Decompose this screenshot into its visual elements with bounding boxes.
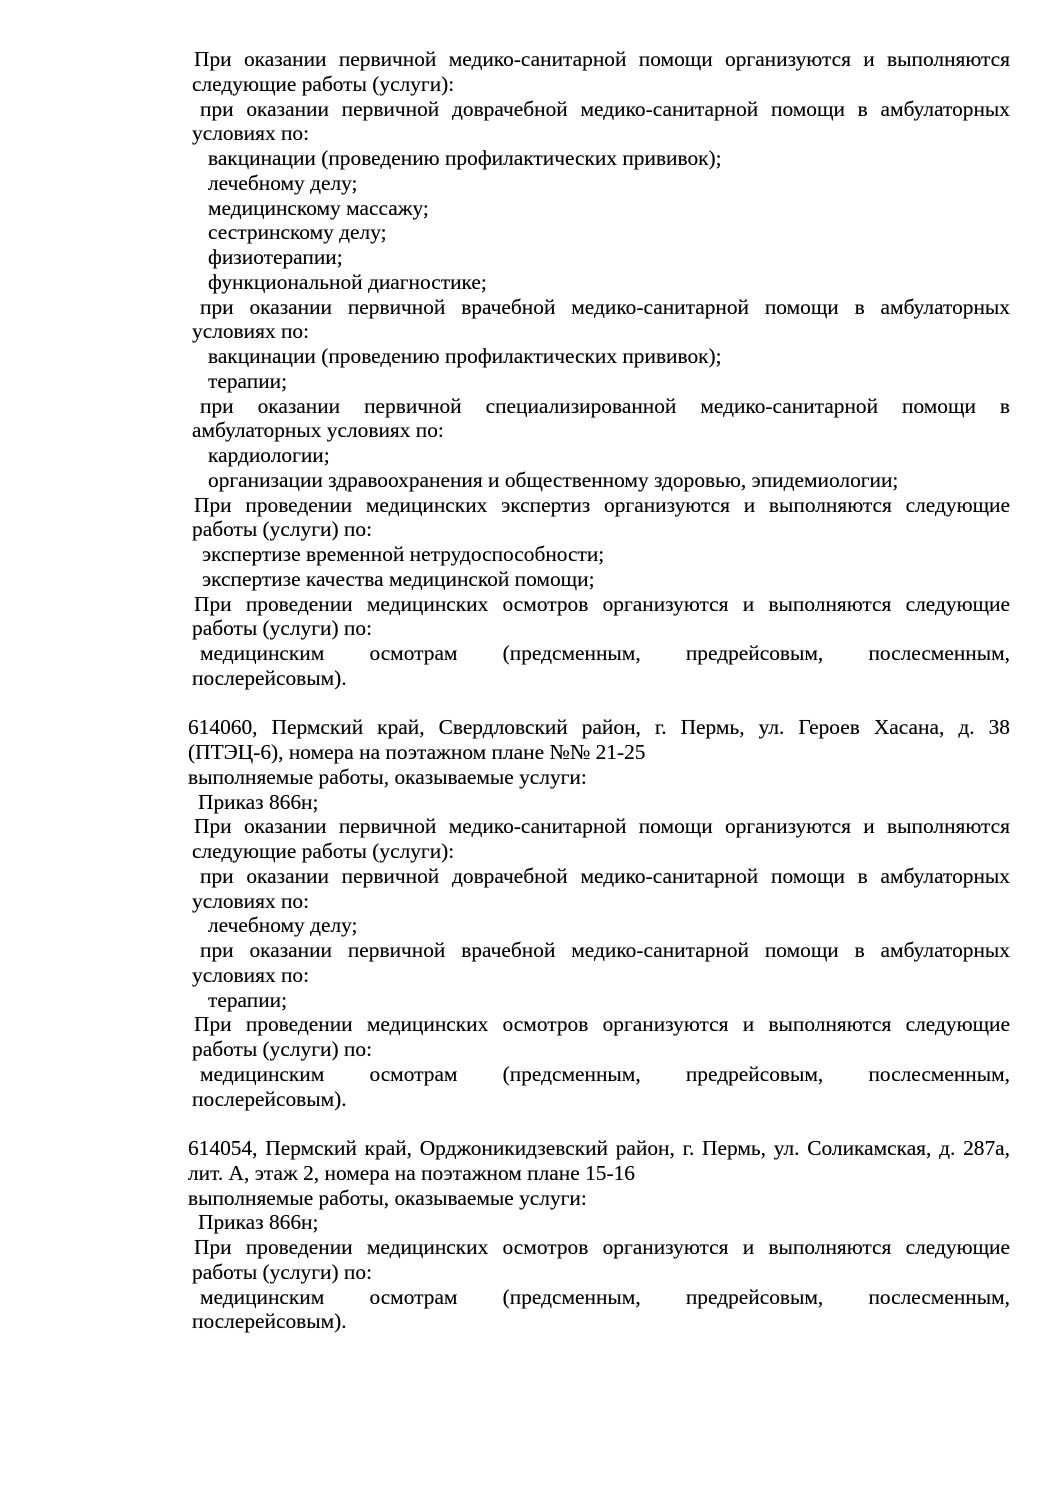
service-item: вакцинации (проведению профилактических прививок); [208, 344, 722, 368]
order-reference: Приказ 866н; [198, 1210, 319, 1235]
work-paragraph: При проведении медицинских осмотров организуются и выполняются следующие работы (услуги) по: [192, 591, 1010, 641]
service-item: лечебному делу; [208, 913, 358, 938]
work-paragraph: при оказании первичной доврачебной медико-санитарной помощи в амбулаторных условиях по: [192, 863, 1010, 913]
work-paragraph: медицинским осмотрам (предсменным, предрейсовым, послесменным, послерейсовым). [192, 1284, 1010, 1334]
service-item: экспертизе качества медицинской помощи; [202, 566, 595, 591]
service-item: вакцинации (проведению профилактических прививок); [208, 146, 722, 170]
work-paragraph: при оказании первичной специализированной медико-санитарной помощи в амбулаторных условиях по: [192, 393, 1010, 443]
service-item: терапии; [208, 987, 288, 1012]
service-item: терапии; [208, 368, 288, 393]
service-item: медицинскому массажу; [208, 195, 429, 220]
work-paragraph: При оказании первичной медико-санитарной помощи организуются и выполняются следующие работы (услуги): [192, 47, 1010, 96]
address-line: 614060, Пермский край, Свердловский район, г. Пермь, ул. Героев Хасана, д. 38 (ПТЭЦ-6), номера на поэтажном плане №№ 21-25 [188, 715, 1010, 764]
address-block-614054 [188, 1136, 1010, 1334]
works-list-continued-section [188, 47, 1010, 691]
work-paragraph: При проведении медицинских осмотров организуются и выполняются следующие работы (услуги) по: [192, 1235, 1010, 1284]
works-intro: выполняемые работы, оказываемые услуги: [188, 764, 587, 789]
work-paragraph: медицинским осмотрам (предсменным, предрейсовым, послесменным, послерейсовым). [192, 1061, 1010, 1111]
work-paragraph: При проведении медицинских экспертиз организуются и выполняются следующие работы (услуги) по: [192, 492, 1010, 542]
service-item: функциональной диагностике; [208, 269, 487, 294]
work-paragraph: при оказании первичной врачебной медико-санитарной помощи в амбулаторных условиях по: [192, 938, 1010, 987]
work-paragraph: при оказании первичной доврачебной медико-санитарной помощи в амбулаторных условиях по: [192, 96, 1010, 146]
service-item: кардиологии; [208, 443, 330, 467]
work-paragraph: при оказании первичной врачебной медико-санитарной помощи в амбулаторных условиях по: [192, 294, 1010, 344]
license-works-document [188, 47, 1010, 1334]
service-item: организации здравоохранения и общественному здоровью, эпидемиологии; [208, 467, 899, 492]
service-item: сестринскому делу; [208, 220, 387, 245]
works-intro: выполняемые работы, оказываемые услуги: [188, 1185, 587, 1210]
address-line: 614054, Пермский край, Орджоникидзевский район, г. Пермь, ул. Соликамская, д. 287а, лит. А, этаж 2, номера на поэтажном плане 15-16 [188, 1136, 1010, 1185]
service-item: лечебному делу; [208, 170, 358, 195]
service-item: физиотерапии; [208, 245, 343, 269]
service-item: экспертизе временной нетрудоспособности; [202, 542, 605, 566]
work-paragraph: При проведении медицинских осмотров организуются и выполняются следующие работы (услуги) по: [192, 1012, 1010, 1061]
work-paragraph: При оказании первичной медико-санитарной помощи организуются и выполняются следующие работы (услуги): [192, 814, 1010, 863]
work-paragraph: медицинским осмотрам (предсменным, предрейсовым, послесменным, послерейсовым). [192, 641, 1010, 690]
order-reference: Приказ 866н; [198, 789, 319, 814]
address-block-614060 [188, 715, 1010, 1111]
